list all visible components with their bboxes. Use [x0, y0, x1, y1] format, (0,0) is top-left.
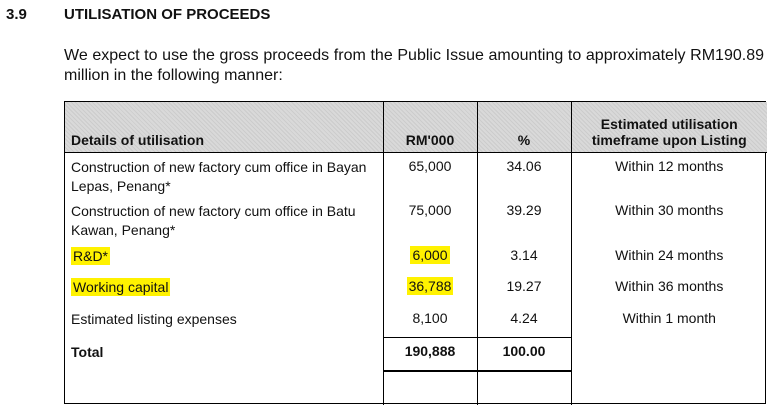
section-number: 3.9	[6, 6, 27, 23]
row-amount: 36,788	[408, 278, 452, 294]
row-amount-cell	[383, 246, 477, 274]
row-details-cell	[65, 246, 383, 274]
row-amount-cell	[383, 274, 477, 306]
total-label: Total	[71, 343, 104, 360]
row-percent: 3.14	[477, 246, 571, 274]
section-title: UTILISATION OF PROCEEDS	[64, 6, 271, 23]
total-row	[65, 338, 767, 372]
utilisation-table	[64, 101, 766, 404]
row-details: Working capital	[73, 279, 169, 295]
row-details: Construction of new factory cum office in Bayan Lepas, Penang*	[71, 159, 367, 194]
row-details: Construction of new factory cum office in Batu Kawan, Penang*	[71, 203, 356, 238]
table-row	[65, 200, 767, 246]
blank-cell	[571, 371, 767, 405]
table-row	[65, 153, 767, 201]
row-percent: 34.06	[477, 153, 571, 201]
row-timeframe: Within 12 months	[571, 153, 767, 201]
row-timeframe: Within 1 month	[571, 306, 767, 338]
table-header-row	[65, 102, 767, 153]
blank-cell	[65, 371, 383, 405]
row-percent: 4.24	[477, 306, 571, 338]
row-details: R&D*	[73, 248, 109, 264]
intro-paragraph: We expect to use the gross proceeds from the Public Issue amounting to approximately RM190.89 million in the following manner:	[64, 47, 764, 84]
header-percent: %	[477, 102, 571, 153]
blank-cell	[383, 371, 477, 405]
row-amount: 8,100	[383, 306, 477, 338]
row-amount: 65,000	[383, 153, 477, 201]
row-timeframe: Within 30 months	[571, 200, 767, 246]
header-amount: RM'000	[383, 102, 477, 153]
total-amount: 190,888	[383, 338, 477, 372]
row-amount: 6,000	[412, 247, 448, 263]
total-timeframe-empty	[571, 338, 767, 372]
table-row	[65, 274, 767, 306]
table-row	[65, 246, 767, 274]
header-details: Details of utilisation	[65, 102, 383, 153]
row-details-cell	[65, 274, 383, 306]
table-row	[65, 306, 767, 338]
row-details: Estimated listing expenses	[71, 311, 237, 327]
blank-row	[65, 371, 767, 405]
row-timeframe: Within 24 months	[571, 246, 767, 274]
row-percent: 39.29	[477, 200, 571, 246]
row-percent: 19.27	[477, 274, 571, 306]
blank-cell	[477, 371, 571, 405]
row-timeframe: Within 36 months	[571, 274, 767, 306]
total-percent: 100.00	[477, 338, 571, 372]
row-amount: 75,000	[383, 200, 477, 246]
header-timeframe: Estimated utilisation timeframe upon Listing	[571, 102, 767, 153]
